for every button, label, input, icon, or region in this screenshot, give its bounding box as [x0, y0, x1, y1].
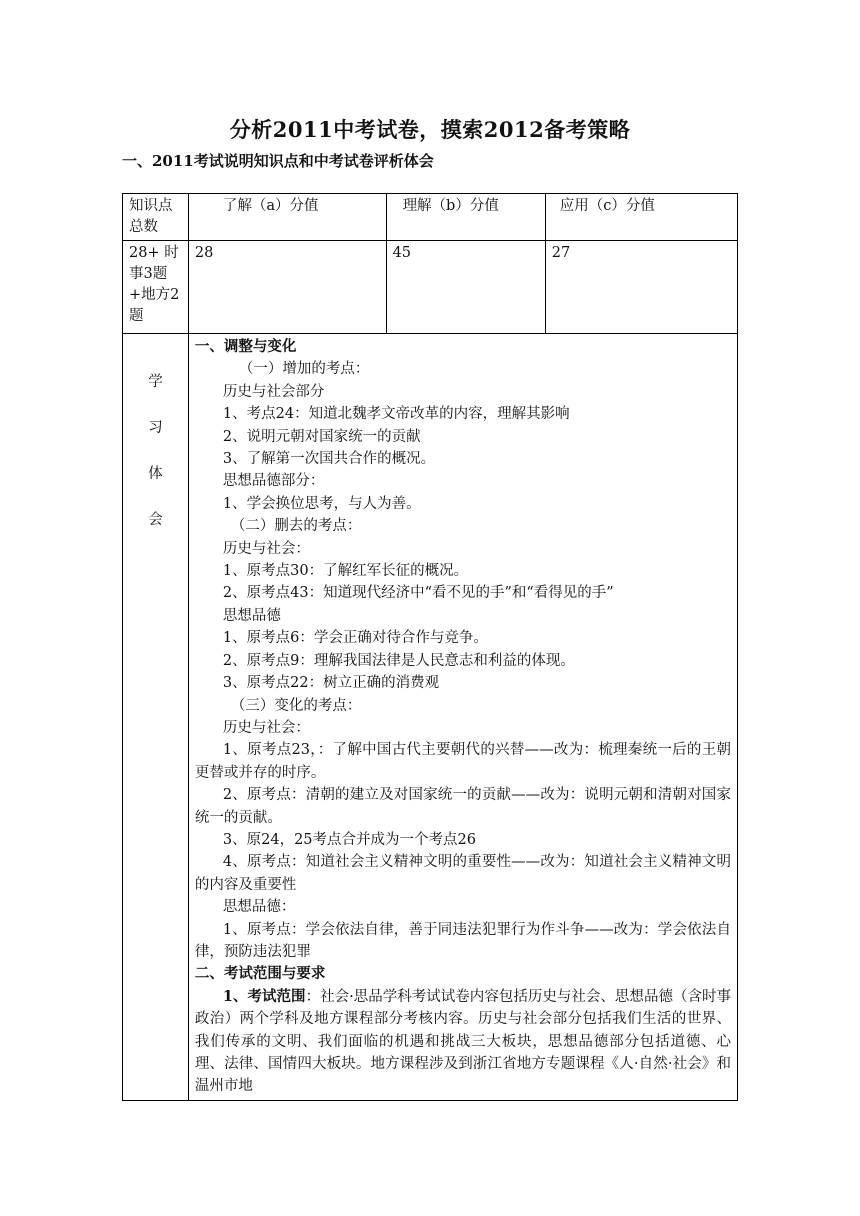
table-cell: 27	[545, 241, 737, 334]
table-cell: 28	[188, 241, 386, 334]
content-heading: 二、考试范围与要求	[194, 965, 326, 983]
side-label-cell	[123, 334, 189, 1101]
table-row	[123, 334, 738, 1101]
content-line: 1、学会换位思考，与人为善。	[222, 495, 421, 512]
table-header-cell: 理解（b）分值	[386, 194, 545, 241]
content-line: 1、原考点6：学会正确对待合作与竞争。	[222, 630, 488, 647]
knowledge-table	[122, 193, 738, 1101]
side-char: 体	[148, 466, 163, 482]
section-heading: 一、2011考试说明知识点和中考试卷评析体会	[122, 152, 434, 170]
page-title: 分析2011中考试卷，摸索2012备考策略	[229, 117, 631, 142]
content-line: 思想品德	[222, 607, 281, 624]
content-paragraph: 4、原考点：知道社会主义精神文明的重要性——改为：知道社会主义精神文明的内容及重要性	[194, 854, 731, 893]
table-header-cell: 了解（a）分值	[188, 194, 386, 241]
content-line: 1、考点24：知道北魏孝文帝改革的内容，理解其影响	[222, 406, 570, 423]
table-header-row	[123, 194, 738, 241]
content-line: 3、了解第一次国共合作的概况。	[222, 451, 436, 468]
table-row	[123, 241, 738, 334]
content-line: 3、原考点22：树立正确的消费观	[222, 675, 440, 692]
content-line: 历史与社会部分	[222, 383, 325, 400]
content-line: 1、原考点30：了解红军长征的概况。	[222, 563, 469, 580]
content-paragraph: 2、原考点：清朝的建立及对国家统一的贡献——改为：说明元朝和清朝对国家统一的贡献。	[194, 787, 731, 826]
content-cell	[188, 334, 737, 1101]
content-line: 思想品德部分：	[222, 473, 325, 490]
content-heading: 一、调整与变化	[194, 338, 297, 355]
content-line: 历史与社会：	[222, 719, 310, 736]
content-line: 2、原考点43：知道现代经济中“看不见的手”和“看得见的手”	[222, 585, 614, 602]
content-line: （一）增加的考点：	[238, 361, 370, 378]
side-char: 会	[148, 512, 163, 528]
side-char: 习	[148, 420, 163, 436]
table-cell: 45	[386, 241, 545, 334]
content-line: （二）删去的考点：	[230, 518, 362, 535]
content-line: 思想品德：	[222, 899, 296, 916]
content-paragraph: 1、原考点23，：了解中国古代主要朝代的兴替——改为：梳理秦统一后的王朝更替或并存的时序。	[194, 742, 731, 781]
side-char: 学	[148, 374, 163, 390]
table-header-cell: 知识点总数	[123, 194, 189, 241]
content-line: 2、原考点9：理解我国法律是人民意志和利益的体现。	[222, 652, 575, 669]
content-paragraph	[195, 986, 731, 1098]
content-line: 2、说明元朝对国家统一的贡献	[222, 428, 421, 445]
scope-text: ：社会·思品学科考试试卷内容包括历史与社会、思想品德（含时事政治）两个学科及地方课程部分考核内容。历史与社会部分包括我们生活的世界、我们传承的文明、我们面临的机遇和挑战三大板块，思想品德部分包括道德、心理、法律、国情四大板块。地方课程涉及到浙江省地方专题课程《人·自然·社会》和温州市地	[194, 988, 732, 1095]
content-paragraph: 3、原24，25考点合并成为一个考点26	[222, 831, 476, 848]
content-line: （三）变化的考点：	[230, 697, 362, 714]
table-header-cell: 应用（c）分值	[545, 194, 737, 241]
content-line: 历史与社会：	[222, 540, 310, 557]
content-paragraph: 1、原考点：学会依法自律，善于同违法犯罪行为作斗争——改为：学会依法自律，预防违法犯罪	[194, 921, 731, 960]
scope-label: 1、考试范围	[222, 987, 306, 1005]
table-cell: 28+ 时事3题+地方2题	[123, 241, 189, 334]
